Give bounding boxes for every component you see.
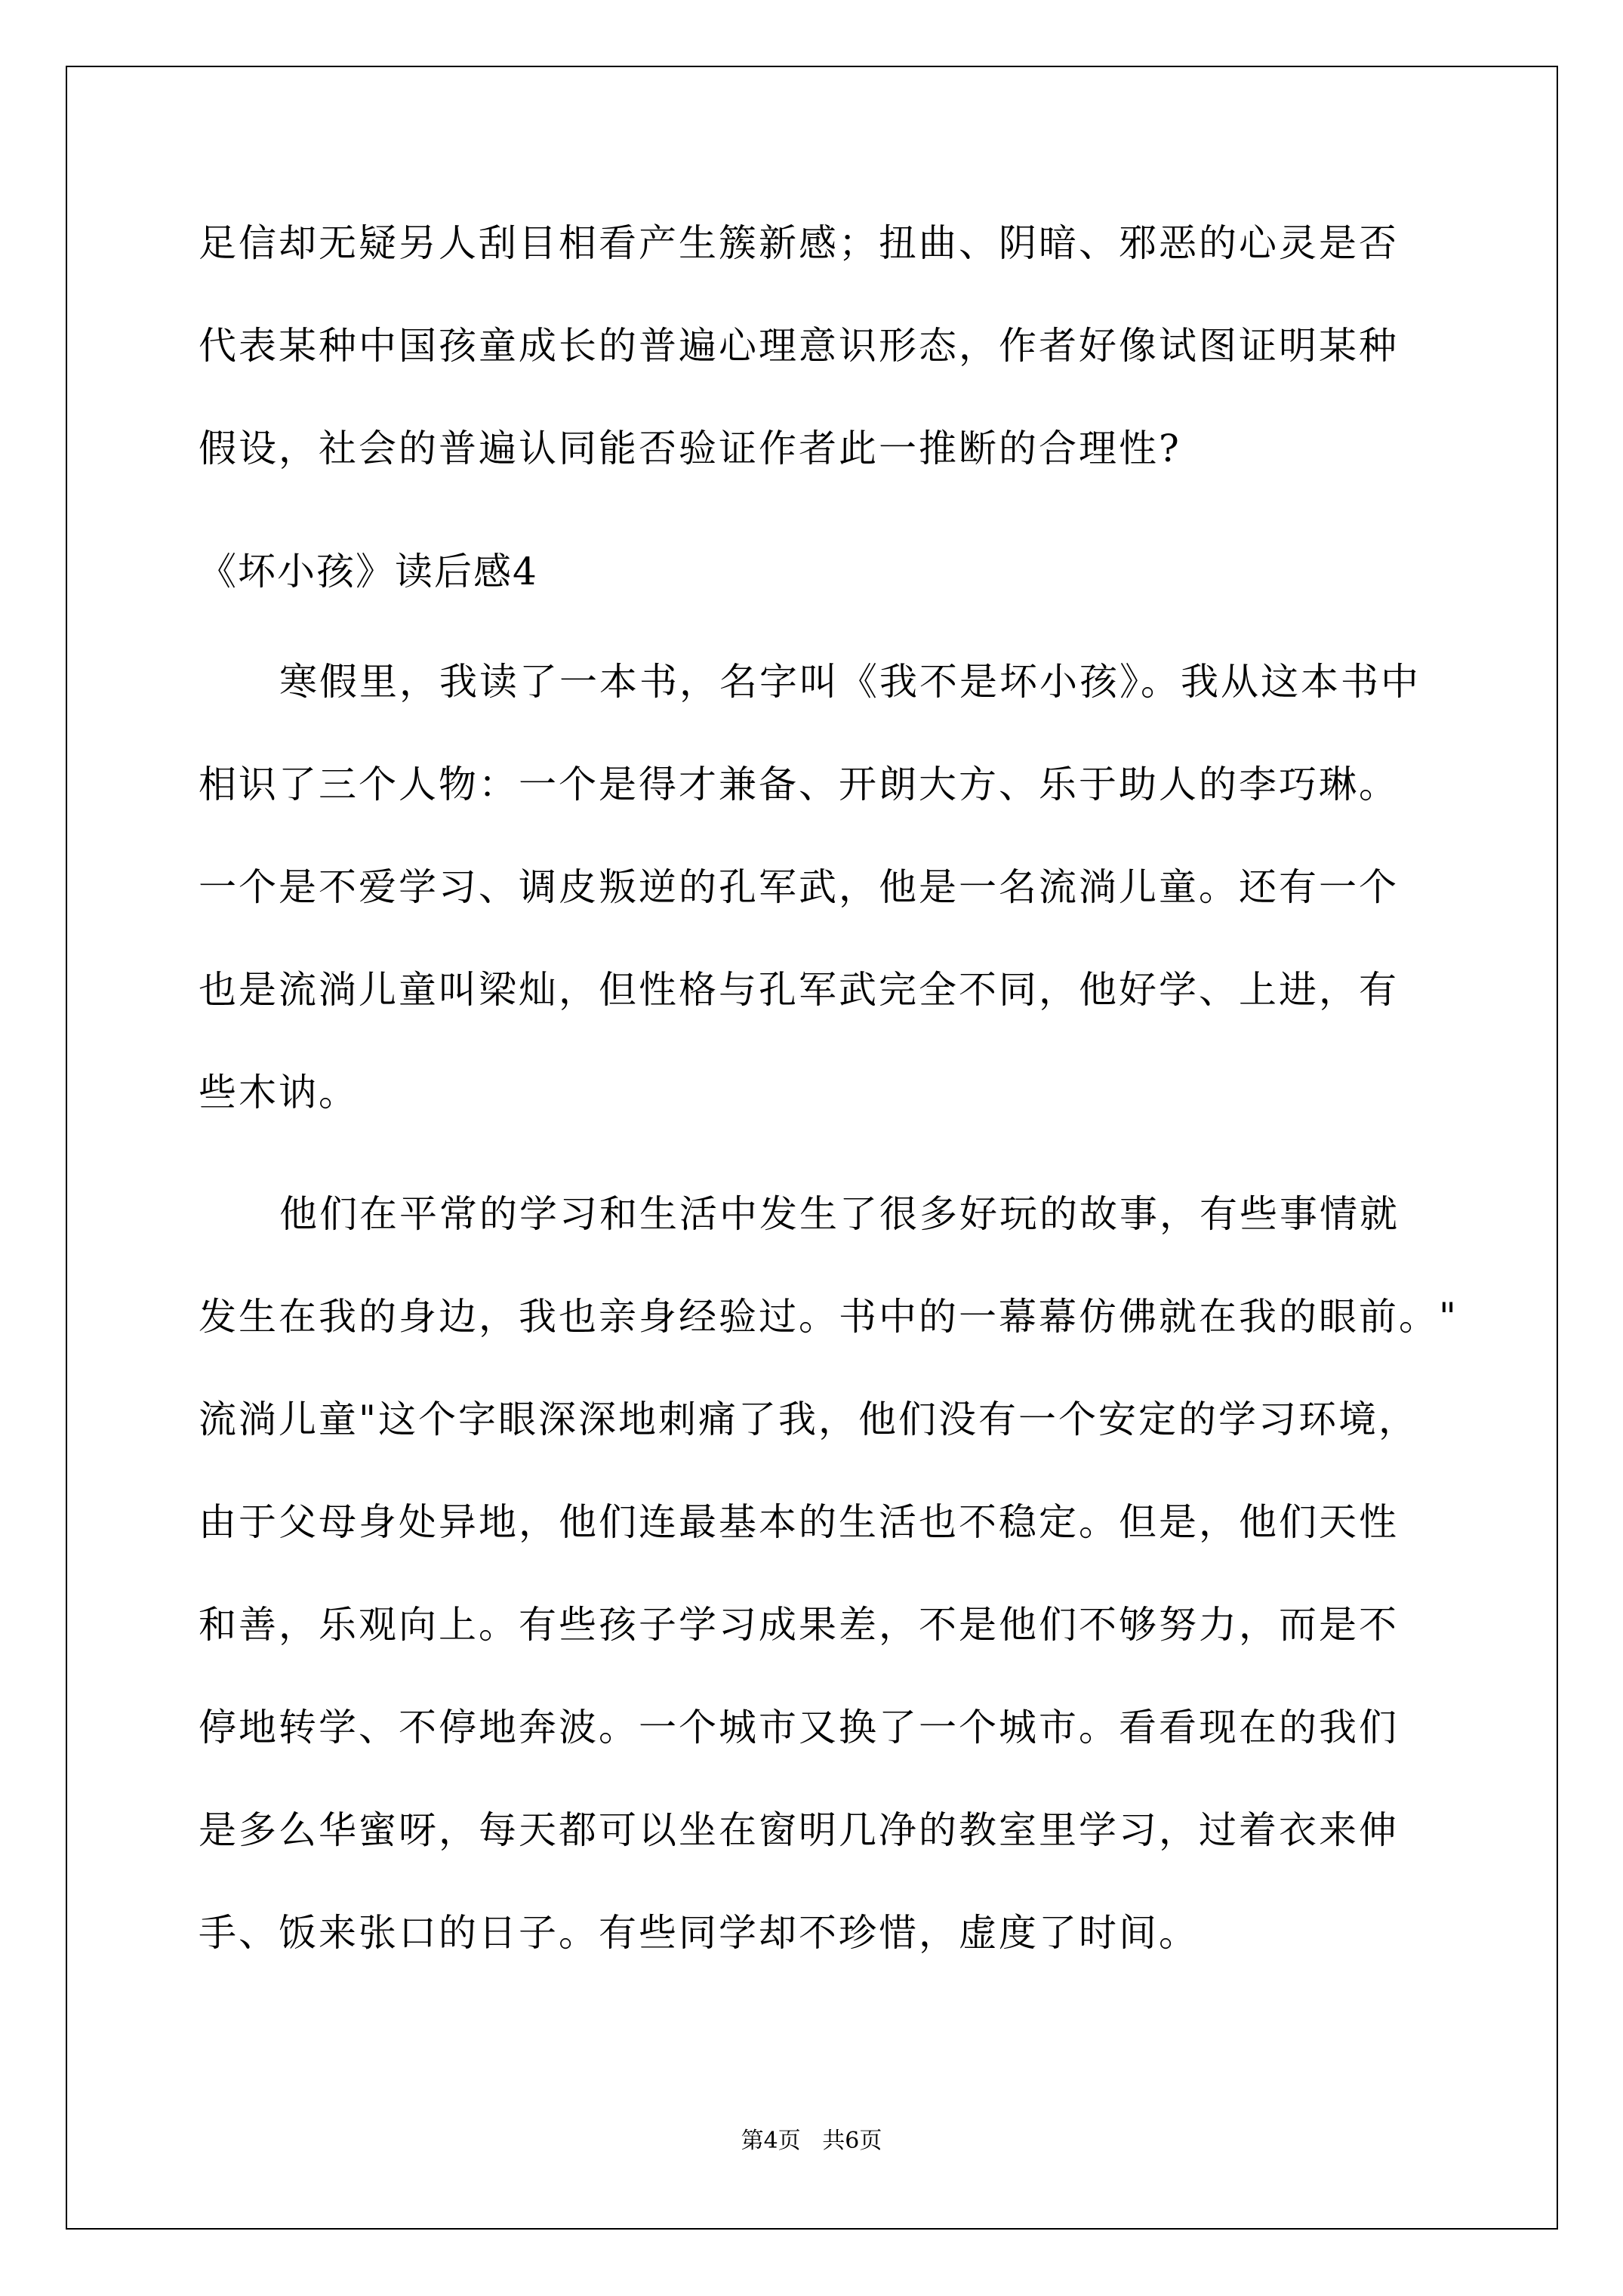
text-line: 发生在我的身边，我也亲身经验过。书中的一幕幕仿佛就在我的眼前。" xyxy=(199,1295,1458,1339)
page-number-footer: 第4页 共6页 xyxy=(741,2128,882,2154)
text-line: 手、饭来张口的日子。有些同学却不珍惜，虚度了时间。 xyxy=(199,1911,1199,1955)
text-line: 由于父母身处异地，他们连最基本的生活也不稳定。但是，他们天性 xyxy=(199,1500,1399,1544)
text-line: 相识了三个人物：一个是得才兼备、开朗大方、乐于助人的李巧琳。 xyxy=(199,763,1399,806)
section-title: 《坏小孩》读后感4 xyxy=(199,550,538,593)
text-line: 和善，乐观向上。有些孩子学习成果差，不是他们不够努力，而是不 xyxy=(199,1603,1399,1647)
text-line: 假设，社会的普遍认同能否验证作者此一推断的合理性? xyxy=(199,427,1181,470)
text-line: 些木讷。 xyxy=(199,1071,359,1114)
text-line: 停地转学、不停地奔波。一个城市又换了一个城市。看看现在的我们 xyxy=(199,1706,1399,1749)
text-line: 一个是不爱学习、调皮叛逆的孔军武，他是一名流淌儿童。还有一个 xyxy=(199,865,1399,909)
text-line: 是多么华蜜呀，每天都可以坐在窗明几净的教室里学习，过着衣来伸 xyxy=(199,1808,1399,1852)
text-line: 代表某种中国孩童成长的普遍心理意识形态，作者好像试图证明某种 xyxy=(199,324,1399,368)
text-line: 足信却无疑另人刮目相看产生簇新感；扭曲、阴暗、邪恶的心灵是否 xyxy=(199,221,1399,265)
page-border xyxy=(66,66,1558,2230)
text-line: 寒假里，我读了一本书，名字叫《我不是坏小孩》。我从这本书中 xyxy=(279,660,1421,704)
text-line: 流淌儿童"这个字眼深深地刺痛了我，他们没有一个安定的学习环境， xyxy=(199,1398,1418,1441)
text-line: 也是流淌儿童叫梁灿，但性格与孔军武完全不同，他好学、上进，有 xyxy=(199,968,1399,1012)
text-line: 他们在平常的学习和生活中发生了很多好玩的故事，有些事情就 xyxy=(279,1192,1400,1236)
